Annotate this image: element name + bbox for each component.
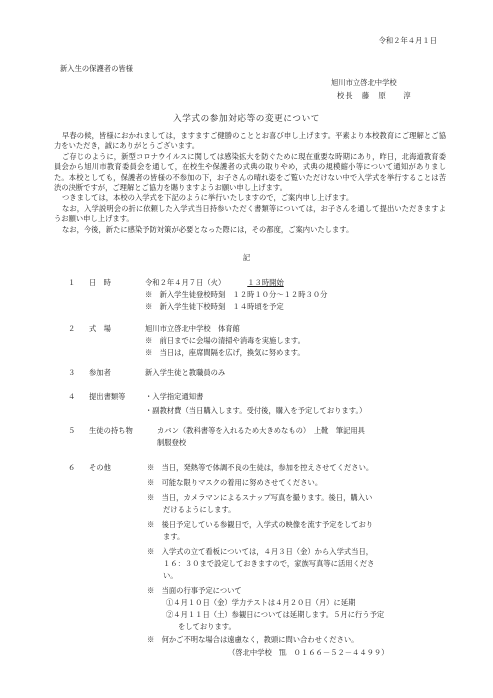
- recipient: 新入生の保護者の皆様: [60, 64, 133, 73]
- section-2-venue: 旭川市立啓北中学校 体育館: [145, 324, 240, 333]
- section-4-notice: ・入学指定通知書: [145, 392, 204, 401]
- paragraph-announcement: つきましては，本校の入学式を下記のように挙行いたしますので，ご案内申し上げます。: [62, 193, 354, 203]
- event-date: 令和２年４月７日（火）: [145, 278, 226, 287]
- note-mask: ※ 可能な限りマスクの着用に努めさせてください。: [147, 478, 323, 487]
- principal-name: 校長 藤 原 淳: [337, 91, 412, 100]
- section-2-spacing: ※ 当日は，座席間隔を広げ，換気に努めます。: [145, 348, 305, 357]
- section-5-uniform: 制服登校: [157, 438, 187, 447]
- section-5-number: ５: [68, 426, 76, 435]
- note-contact: ※ 何かご不明な場合は遠慮なく，教頭に問い合わせください。: [147, 635, 359, 644]
- schedule-item-2-cont: をしております。: [178, 622, 236, 631]
- ki-heading: 記: [242, 253, 251, 262]
- section-3-number: ３: [68, 368, 76, 377]
- section-6-label: その他: [89, 463, 111, 472]
- section-1-date: [145, 278, 284, 288]
- section-3-participants: 新入学生徒と教職員のみ: [145, 368, 226, 377]
- section-4-label: 提出書類等: [89, 392, 126, 401]
- paragraph-greeting: 早春の候，皆様におかれましては，ますますご健勝のこととお喜び申し上げます。平素より本校教育にご理解とご協力をいただき，誠にありがとうございます。: [54, 131, 446, 151]
- section-1-number: １: [68, 278, 76, 287]
- section-3-label: 参加者: [89, 368, 111, 377]
- paragraph-future: なお，今後，新たに感染予防対策が必要となった際には，その都度，ご案内いたします。: [62, 224, 354, 234]
- section-6-number: ６: [68, 463, 76, 472]
- note-video: ※ 後日予定している参観日で，入学式の映像を流す予定をしており: [147, 520, 374, 529]
- section-4-materials-fee: ・副教材費（当日購入します。受付後，購入を予定しております。）: [145, 406, 367, 415]
- section-1-arrival: ※ 新入学生徒登校時刻 １２時１０分～１２時３０分: [145, 290, 328, 299]
- section-2-number: ２: [68, 324, 76, 333]
- paragraph-documents: なお，入学説明会の折に依頼した入学式当日持参いただく書類等については，お子さんを通して提出いただきますようお願い申し上げます。: [54, 203, 446, 224]
- document-date: 令和２年４月１日: [378, 36, 437, 45]
- schedule-item-1: ①４月１０日（金）学力テストは４月２０日（月）に延期: [166, 598, 356, 607]
- note-signboard-cont2: い。: [163, 571, 178, 580]
- paragraph-background: ご存じのように，新型コロナウイルスに関しては感染拡大を防ぐために現在重要な時期にあり，昨日，北海道教育委員会から旭川市教育委員会を通して，在校生や保護者の式典の取りやめ，式典の規模縮小等について通知がありました。本校としても，保護者の皆様の不参加の下，お子さんの晴れ姿をご覧いただけない中で入学式を挙行することは苦渋の決断ですが，ご理解とご協力を賜りますようお願い申し上げます。: [54, 151, 446, 193]
- note-photo-cont: だけるようにします。: [163, 505, 236, 514]
- section-2-cleaning: ※ 前日までに会場の清掃や消毒を実施します。: [145, 336, 305, 345]
- start-time: １３時開始: [247, 278, 284, 287]
- contact-phone: （啓北中学校 ℡ ０１６６－５２－４４９９）: [228, 648, 389, 657]
- section-5-label: 生徒の持ち物: [89, 426, 133, 435]
- note-signboard-cont: １６：３０まで設定しておきますので，家族写真等に活用くださ: [163, 559, 375, 568]
- note-video-cont: ます。: [163, 532, 185, 541]
- section-1-label: 日 時: [89, 278, 111, 287]
- document-title: 入学式の参加対応等の変更について: [173, 114, 320, 124]
- note-signboard: ※ 入学式の立て看板については，４月３日（金）から入学式当日，: [147, 547, 374, 556]
- note-photo: ※ 当日，カメラマンによるスナップ写真を撮ります。後日，購入い: [147, 493, 373, 502]
- schedule-item-2: ②４月１１日（土）参観日については延期します。５月に行う予定: [166, 610, 385, 619]
- section-5-belongings: カバン（教科書等を入れるため大きめなもの） 上靴 筆記用具: [157, 426, 365, 435]
- body-text: [54, 131, 446, 235]
- school-name: 旭川市立啓北中学校: [331, 78, 397, 87]
- note-fever: ※ 当日，発熱等で体調不良の生徒は，参加を控えさせてください。: [147, 463, 374, 472]
- section-2-label: 式 場: [89, 324, 111, 333]
- section-4-number: ４: [68, 392, 76, 401]
- section-1-departure: ※ 新入学生徒下校時刻 １４時頃を予定: [145, 302, 284, 311]
- note-schedule: ※ 当面の行事予定について: [147, 586, 242, 595]
